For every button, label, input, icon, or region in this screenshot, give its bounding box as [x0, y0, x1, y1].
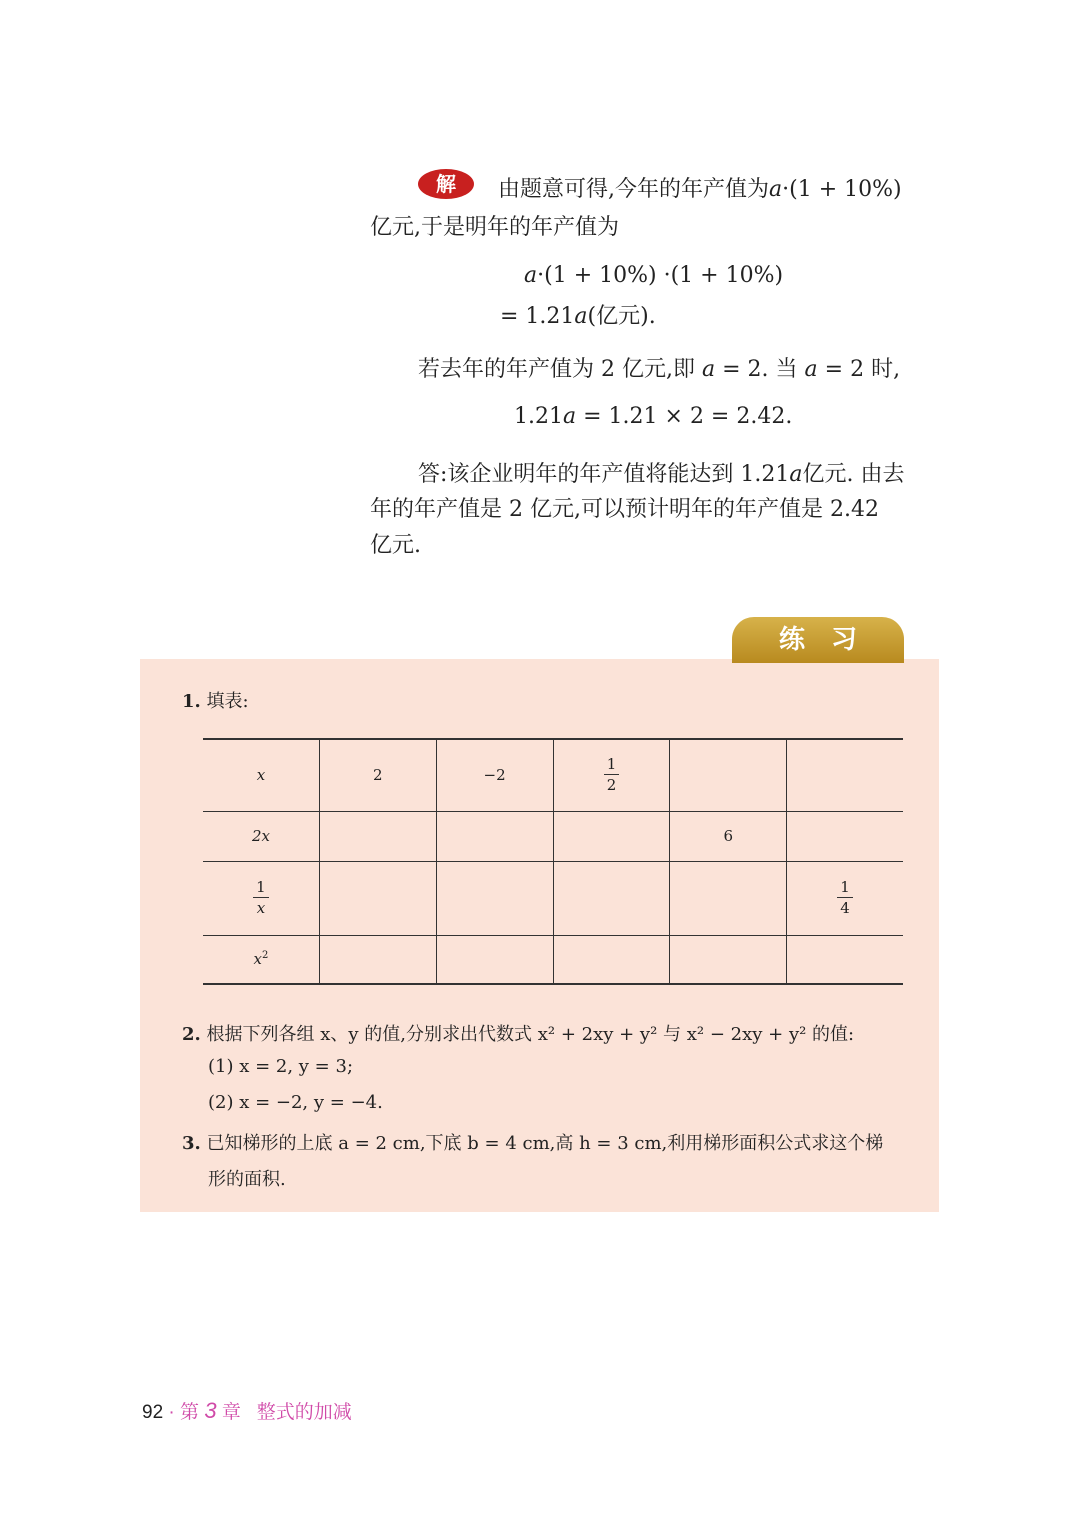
page-number: 92 — [142, 1402, 164, 1423]
cell-inv-5 — [787, 861, 903, 935]
cell-2x-2 — [436, 811, 553, 861]
exercise-3-line-2: 形的面积. — [208, 1169, 286, 1190]
fraction-one-quarter: $\frac{1}{4}$ — [837, 880, 853, 916]
row-label-square: $x^2$ — [203, 935, 319, 984]
cell-x-1: 2 — [319, 739, 436, 811]
table-row-square — [203, 935, 903, 984]
cell-sq-5 — [787, 935, 903, 984]
answer-line-1: 答:该企业明年的年产值将能达到 1.21a亿元. 由去 — [418, 462, 905, 487]
equation-line-2: = 1.21a(亿元). — [500, 304, 656, 329]
fill-table — [203, 738, 903, 985]
exercise-2-part-1: (1) x = 2, y = 3; — [208, 1056, 354, 1077]
answer-line-2: 年的年产值是 2 亿元,可以预计明年的年产值是 2.42 — [370, 497, 879, 522]
cell-2x-4: 6 — [670, 811, 787, 861]
cell-inv-1 — [319, 861, 436, 935]
solution-badge: 解 — [418, 169, 474, 199]
row-label-inverse — [203, 861, 319, 935]
solution-line-1: 由题意可得,今年的年产值为a·(1 + 10%) — [498, 177, 902, 202]
table-row-x — [203, 739, 903, 811]
cell-x-5 — [787, 739, 903, 811]
row-label-x: x — [203, 739, 319, 811]
cell-inv-2 — [436, 861, 553, 935]
cell-2x-5 — [787, 811, 903, 861]
exercise-2-part-2: (2) x = −2, y = −4. — [208, 1092, 383, 1113]
fraction-one-half: $\frac{1}{2}$ — [604, 757, 620, 793]
cell-sq-4 — [670, 935, 787, 984]
table-row-2x — [203, 811, 903, 861]
chapter-title: 整式的加减 — [256, 1402, 352, 1423]
answer-line-3: 亿元. — [370, 533, 421, 558]
practice-tab: 练习 — [732, 617, 904, 663]
cell-2x-1 — [319, 811, 436, 861]
cell-x-3 — [553, 739, 670, 811]
solution-line-3: 若去年的年产值为 2 亿元,即 a = 2. 当 a = 2 时, — [418, 357, 901, 382]
table-row-inverse — [203, 861, 903, 935]
fraction-one-over-x: $\frac{1}{x}$ — [253, 880, 269, 916]
equation-line-1: a·(1 + 10%) ·(1 + 10%) — [524, 263, 784, 288]
row-label-2x: 2x — [203, 811, 319, 861]
cell-sq-1 — [319, 935, 436, 984]
page-footer: 92 · 第 3 章 整式的加减 — [142, 1398, 352, 1423]
cell-sq-3 — [553, 935, 670, 984]
equation-line-3: 1.21a = 1.21 × 2 = 2.42. — [514, 404, 793, 429]
cell-inv-4 — [670, 861, 787, 935]
cell-x-4 — [670, 739, 787, 811]
exercise-3: 3. 已知梯形的上底 a = 2 cm,下底 b = 4 cm,高 h = 3 cm,利用梯形面积公式求这个梯 — [182, 1133, 884, 1154]
cell-inv-3 — [553, 861, 670, 935]
cell-sq-2 — [436, 935, 553, 984]
exercise-1: 1. 填表: — [182, 691, 249, 712]
exercise-2: 2. 根据下列各组 x、y 的值,分别求出代数式 x² + 2xy + y² 与 x² − 2xy + y² 的值: — [182, 1024, 855, 1045]
cell-x-2: −2 — [436, 739, 553, 811]
cell-2x-3 — [553, 811, 670, 861]
solution-line-2: 亿元,于是明年的年产值为 — [370, 215, 619, 240]
